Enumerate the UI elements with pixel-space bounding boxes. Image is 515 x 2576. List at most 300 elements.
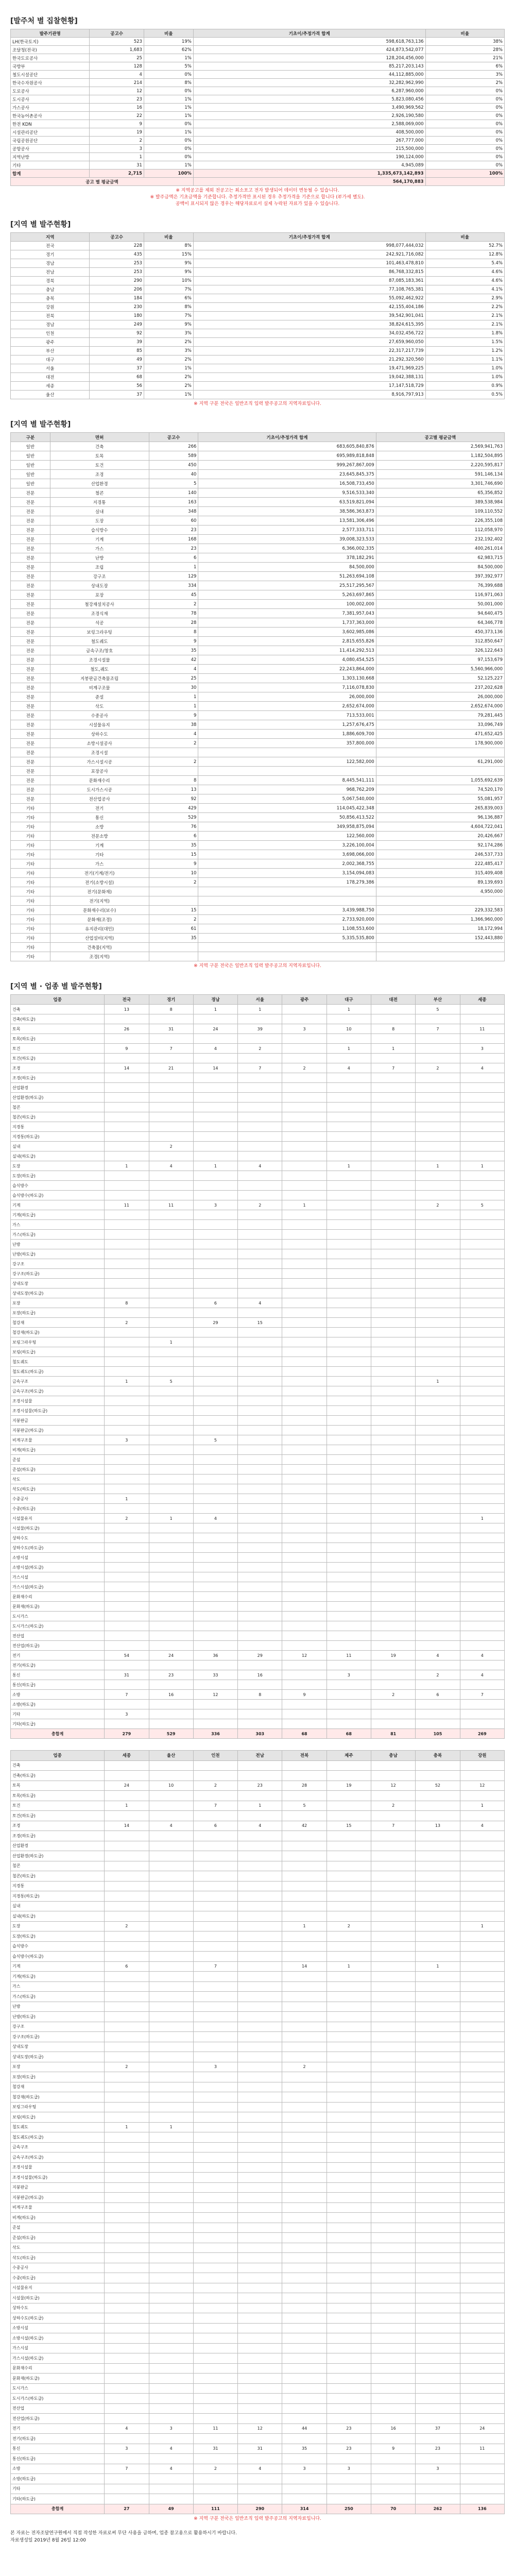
table-cell xyxy=(416,2374,460,2384)
table-cell: 소방 xyxy=(11,2464,105,2474)
table-cell xyxy=(460,1484,504,1494)
table-cell: 2.1% xyxy=(425,320,504,329)
table-cell xyxy=(416,1709,460,1719)
table-cell: 기타(하도급) xyxy=(11,2494,105,2504)
table-cell xyxy=(416,1871,460,1882)
table-cell xyxy=(193,1171,237,1181)
table-cell xyxy=(282,1553,327,1563)
table-cell: 도시가스시공 xyxy=(50,785,149,794)
total-cell: 100% xyxy=(425,170,504,178)
table-cell xyxy=(105,1034,149,1044)
table-cell xyxy=(416,1396,460,1406)
table-cell: 32,282,962,990 xyxy=(193,79,425,87)
table-cell xyxy=(371,2353,415,2364)
table-cell xyxy=(149,2012,193,2022)
table-cell: 전문 xyxy=(11,581,50,590)
table-cell: 철강재설치공사 xyxy=(50,600,149,609)
table-cell xyxy=(149,1641,193,1651)
table-row xyxy=(11,2454,505,2464)
table-cell: 2% xyxy=(425,79,504,87)
table-row xyxy=(11,2132,505,2143)
table-cell: 12 xyxy=(193,1690,237,1700)
table-cell xyxy=(105,1941,149,1952)
table-row xyxy=(11,488,505,498)
table-cell xyxy=(282,2383,327,2394)
table-cell: 1,303,130,668 xyxy=(198,674,376,683)
table-row xyxy=(11,1386,505,1396)
table-cell xyxy=(371,1504,415,1514)
table-cell: 37 xyxy=(90,364,144,373)
table-cell: 가스시설 xyxy=(11,1572,105,1582)
table-row xyxy=(11,1972,505,1982)
table-cell: 1,182,504,895 xyxy=(376,451,504,461)
total-cell: 81 xyxy=(371,1729,415,1739)
table-cell xyxy=(149,1455,193,1465)
table-row xyxy=(11,1523,505,1533)
table-cell: 1 xyxy=(149,563,198,572)
table-cell: 9 xyxy=(282,1690,327,1700)
table-cell xyxy=(105,1621,149,1631)
table-cell xyxy=(282,2223,327,2233)
table-cell: 전문 xyxy=(11,711,50,720)
table-cell: 78 xyxy=(149,609,198,618)
table-cell xyxy=(193,1891,237,1902)
table-cell: 64,346,778 xyxy=(376,618,504,628)
grid-header-row xyxy=(11,995,505,1005)
table-cell xyxy=(371,1523,415,1533)
table-cell xyxy=(193,2333,237,2344)
table-cell xyxy=(416,1553,460,1563)
table-row xyxy=(11,1871,505,1882)
table-cell: 3,154,094,083 xyxy=(198,869,376,878)
table-cell: 3% xyxy=(425,71,504,79)
table-cell xyxy=(460,1093,504,1103)
table-cell xyxy=(327,2082,371,2092)
table-cell xyxy=(371,2464,415,2474)
table-cell: 19,471,969,225 xyxy=(193,364,425,373)
table-cell xyxy=(149,1582,193,1592)
table-cell xyxy=(371,1700,415,1709)
table-cell xyxy=(193,1771,237,1781)
table-cell xyxy=(105,1083,149,1093)
table-cell xyxy=(149,1230,193,1240)
table-cell xyxy=(282,1504,327,1514)
table-row xyxy=(11,1631,505,1641)
table-cell xyxy=(238,1210,282,1220)
table-cell xyxy=(193,2313,237,2324)
table-cell xyxy=(371,1406,415,1416)
table-cell xyxy=(282,2494,327,2504)
table-cell xyxy=(105,1861,149,1871)
table-cell: 450,373,136 xyxy=(376,628,504,637)
table-cell: 4 xyxy=(149,1821,193,1831)
header-cell: 비율 xyxy=(425,29,504,38)
table-cell xyxy=(460,1435,504,1445)
table-cell xyxy=(371,1171,415,1181)
table-cell xyxy=(282,2313,327,2324)
table-cell xyxy=(105,2223,149,2233)
table-cell xyxy=(371,2273,415,2283)
table-cell: 6 xyxy=(193,1298,237,1308)
table-row xyxy=(11,1151,505,1161)
footer xyxy=(10,2530,505,2544)
table-cell xyxy=(460,1249,504,1259)
table-cell: 1,737,363,000 xyxy=(198,618,376,628)
table-row xyxy=(11,544,505,553)
table-cell: 전문 xyxy=(11,628,50,637)
table-cell xyxy=(460,1621,504,1631)
table-row xyxy=(11,2273,505,2283)
table-cell xyxy=(238,2494,282,2504)
table-cell xyxy=(416,1631,460,1641)
table-cell: 철도궤도 xyxy=(11,2122,105,2132)
table-cell xyxy=(238,1308,282,1318)
table-cell xyxy=(416,1921,460,1931)
table-cell xyxy=(416,2394,460,2404)
total-cell: 290 xyxy=(238,2504,282,2514)
table-cell xyxy=(371,1093,415,1103)
table-cell: 조경시설물 xyxy=(50,655,149,665)
table-cell: 19 xyxy=(90,128,144,137)
table-cell xyxy=(149,1475,193,1484)
table-cell: 비계(하도급) xyxy=(11,1445,105,1455)
table-cell xyxy=(460,1961,504,1972)
table-cell xyxy=(149,896,198,906)
table-cell xyxy=(238,1367,282,1377)
table-cell xyxy=(327,2202,371,2213)
table-cell: 61 xyxy=(149,924,198,934)
table-cell xyxy=(193,2042,237,2052)
table-cell xyxy=(460,1811,504,1821)
table-cell: 222,485,417 xyxy=(376,859,504,869)
table-cell xyxy=(371,1475,415,1484)
table-cell xyxy=(416,1641,460,1651)
table-cell xyxy=(416,2102,460,2112)
table-cell xyxy=(371,2182,415,2193)
table-cell xyxy=(238,2213,282,2223)
table-row xyxy=(11,2424,505,2434)
table-cell xyxy=(371,1881,415,1891)
table-cell: 전문 xyxy=(11,637,50,646)
table-cell: 전산업 xyxy=(11,2403,105,2414)
table-cell: 0% xyxy=(144,153,193,161)
region-table xyxy=(10,232,505,399)
table-cell xyxy=(460,1014,504,1024)
table-cell: 기타 xyxy=(11,813,50,822)
table-cell: 1,886,609,700 xyxy=(198,730,376,739)
table-cell: 334 xyxy=(149,581,198,590)
table-cell xyxy=(327,1992,371,2002)
table-cell: 0.9% xyxy=(425,382,504,391)
table-cell: 기계(하도급) xyxy=(11,1210,105,1220)
table-row xyxy=(11,822,505,832)
table-cell xyxy=(416,1621,460,1631)
table-cell xyxy=(193,2002,237,2012)
header-cell: 공고수 xyxy=(90,29,144,38)
table-cell xyxy=(371,2313,415,2324)
table-cell xyxy=(105,2213,149,2223)
table-cell xyxy=(105,2313,149,2324)
table-cell xyxy=(371,1533,415,1543)
table-cell xyxy=(371,1543,415,1553)
table-cell: 지붕판금 xyxy=(11,2182,105,2193)
table-cell xyxy=(282,1347,327,1357)
table-cell xyxy=(282,1142,327,1151)
table-cell xyxy=(327,2303,371,2313)
table-cell: 3 xyxy=(327,1670,371,1680)
table-cell: 129 xyxy=(149,572,198,581)
table-row xyxy=(11,1122,505,1132)
table-cell: 2,588,069,000 xyxy=(193,120,425,128)
table-cell xyxy=(327,2112,371,2123)
table-cell xyxy=(460,1941,504,1952)
table-cell: 1% xyxy=(144,95,193,104)
table-cell: 기타 xyxy=(11,1709,105,1719)
table-cell: 74,520,170 xyxy=(376,785,504,794)
table-row xyxy=(11,1719,505,1729)
table-cell xyxy=(105,1151,149,1161)
table-cell: 전문 xyxy=(11,665,50,674)
table-cell: 강구조 xyxy=(11,1259,105,1269)
total-cell: 100% xyxy=(144,170,193,178)
table-cell: 42 xyxy=(149,655,198,665)
table-cell xyxy=(105,1582,149,1592)
table-cell xyxy=(460,2283,504,2293)
table-row xyxy=(11,1132,505,1142)
table-cell xyxy=(149,952,198,961)
table-cell: 4 xyxy=(193,1514,237,1523)
table-cell xyxy=(371,1249,415,1259)
avg-label: 공고 별 평균금액 xyxy=(11,178,194,186)
s2-note: ※ 지역 구분 전국은 일반조직 입력 발주공고의 지역자료입니다. xyxy=(194,401,321,406)
table-cell: 24 xyxy=(460,2424,504,2434)
table-cell xyxy=(105,2303,149,2313)
table-cell xyxy=(371,1621,415,1631)
table-cell: 19 xyxy=(371,1651,415,1660)
table-cell: 6 xyxy=(149,832,198,841)
table-cell xyxy=(238,1122,282,1132)
table-cell: 전문 xyxy=(11,776,50,785)
table-cell: 13,581,306,496 xyxy=(198,516,376,526)
table-cell xyxy=(327,2343,371,2353)
table-cell xyxy=(193,2474,237,2484)
table-cell: 3 xyxy=(105,2444,149,2454)
table-cell xyxy=(371,2193,415,2203)
table-cell xyxy=(238,1357,282,1367)
table-cell: 1% xyxy=(144,54,193,62)
table-cell: 포장(하도급) xyxy=(11,1308,105,1318)
table-cell xyxy=(416,1357,460,1367)
table-cell xyxy=(105,1811,149,1821)
table-cell: 2,652,674,000 xyxy=(198,702,376,711)
table-cell xyxy=(238,1514,282,1523)
table-cell: 0% xyxy=(144,71,193,79)
table-cell xyxy=(282,1660,327,1670)
table-cell xyxy=(371,1811,415,1821)
table-cell: 38,824,615,395 xyxy=(193,320,425,329)
table-cell xyxy=(416,1093,460,1103)
table-cell xyxy=(416,1328,460,1337)
table-cell: 조경시설물 xyxy=(11,1396,105,1406)
table-cell xyxy=(371,2394,415,2404)
table-row xyxy=(11,1690,505,1700)
table-cell xyxy=(460,1308,504,1318)
table-row xyxy=(11,46,505,54)
table-cell xyxy=(238,2223,282,2233)
table-cell xyxy=(371,1386,415,1396)
table-cell xyxy=(238,2474,282,2484)
table-cell: 전문 xyxy=(11,794,50,804)
avg-value: 564,170,883 xyxy=(193,178,425,186)
table-cell xyxy=(105,2162,149,2173)
table-cell xyxy=(282,2102,327,2112)
table-cell xyxy=(282,2414,327,2424)
table-cell xyxy=(105,2273,149,2283)
table-cell xyxy=(238,2032,282,2042)
table-row xyxy=(11,2253,505,2263)
table-cell: 0% xyxy=(425,145,504,153)
table-cell xyxy=(193,1641,237,1651)
table-cell xyxy=(371,2062,415,2072)
table-cell: 9 xyxy=(149,637,198,646)
table-cell: 지경통 xyxy=(11,1122,105,1132)
table-cell xyxy=(105,2293,149,2303)
table-row xyxy=(11,1484,505,1494)
table-row xyxy=(11,2343,505,2353)
table-cell xyxy=(149,1553,193,1563)
table-cell: 보링그라우팅 xyxy=(11,1337,105,1347)
table-cell: 전문 xyxy=(11,590,50,600)
table-cell xyxy=(105,2142,149,2153)
table-cell xyxy=(282,1861,327,1871)
table-cell: 0% xyxy=(425,87,504,95)
table-cell xyxy=(149,2484,193,2494)
table-cell xyxy=(193,1553,237,1563)
table-cell xyxy=(238,1093,282,1103)
table-cell xyxy=(327,1318,371,1328)
table-row xyxy=(11,924,505,934)
table-cell: 소방시설(하도급) xyxy=(11,1563,105,1572)
table-cell xyxy=(149,2263,193,2273)
table-row xyxy=(11,1911,505,1922)
table-cell xyxy=(149,2092,193,2103)
table-cell xyxy=(371,2052,415,2062)
table-cell xyxy=(193,1279,237,1289)
table-cell xyxy=(460,1112,504,1122)
table-row xyxy=(11,87,505,95)
table-cell: 31 xyxy=(105,1670,149,1680)
table-row xyxy=(11,2403,505,2414)
table-cell xyxy=(238,2353,282,2364)
table-cell xyxy=(149,1709,193,1719)
table-cell xyxy=(371,2303,415,2313)
table-cell: 토건 xyxy=(11,1801,105,1811)
table-cell xyxy=(416,1034,460,1044)
table-cell xyxy=(460,1406,504,1416)
table-cell xyxy=(193,2263,237,2273)
table-row xyxy=(11,581,505,590)
table-row xyxy=(11,906,505,915)
table-cell: 7 xyxy=(460,1690,504,1700)
table-row xyxy=(11,1308,505,1318)
table-cell xyxy=(416,1435,460,1445)
table-cell xyxy=(105,2052,149,2062)
table-cell xyxy=(327,1931,371,1942)
table-cell xyxy=(193,1981,237,1992)
table-cell xyxy=(327,1142,371,1151)
table-cell: 1,366,960,000 xyxy=(376,915,504,924)
table-cell xyxy=(282,1132,327,1142)
table-cell xyxy=(238,2042,282,2052)
table-cell xyxy=(282,2323,327,2333)
table-cell xyxy=(460,2403,504,2414)
table-cell: 1,683 xyxy=(90,46,144,54)
table-cell xyxy=(149,1631,193,1641)
table-cell: 12 xyxy=(90,87,144,95)
table-cell xyxy=(416,2122,460,2132)
table-cell xyxy=(282,1709,327,1719)
table-cell xyxy=(327,1841,371,1851)
table-cell: 2 xyxy=(149,757,198,767)
table-cell xyxy=(327,2253,371,2263)
table-cell: 85,217,203,143 xyxy=(193,62,425,71)
table-cell xyxy=(149,2223,193,2233)
table-cell xyxy=(282,2022,327,2032)
table-cell: 25 xyxy=(149,674,198,683)
table-cell xyxy=(149,1191,193,1200)
agency-total-row xyxy=(11,170,505,178)
table-cell xyxy=(282,2072,327,2082)
table-cell xyxy=(371,1151,415,1161)
table-cell xyxy=(105,1406,149,1416)
table-cell xyxy=(149,1328,193,1337)
table-cell: 23 xyxy=(90,95,144,104)
table-row xyxy=(11,2002,505,2012)
table-cell: 2 xyxy=(105,2062,149,2072)
table-cell xyxy=(105,1142,149,1151)
table-cell: 2 xyxy=(282,2062,327,2072)
table-cell: 전문 xyxy=(11,748,50,757)
table-row xyxy=(11,1014,505,1024)
table-cell xyxy=(193,1582,237,1592)
table-cell xyxy=(238,2122,282,2132)
table-cell xyxy=(105,2353,149,2364)
table-cell xyxy=(105,2132,149,2143)
table-cell xyxy=(238,1406,282,1416)
table-cell xyxy=(460,2484,504,2494)
table-cell xyxy=(149,2042,193,2052)
table-cell xyxy=(198,943,376,952)
table-row xyxy=(11,1670,505,1680)
table-cell: 시설물(하도급) xyxy=(11,1523,105,1533)
table-cell xyxy=(327,2323,371,2333)
table-cell xyxy=(460,1660,504,1670)
table-row xyxy=(11,934,505,943)
table-cell: 3 xyxy=(416,2464,460,2474)
table-row xyxy=(11,776,505,785)
table-cell xyxy=(460,1259,504,1269)
table-cell: 29 xyxy=(238,1651,282,1660)
table-cell xyxy=(105,2333,149,2344)
table-cell xyxy=(327,1801,371,1811)
table-cell xyxy=(193,2343,237,2353)
table-cell: 철콘 xyxy=(50,488,149,498)
table-cell xyxy=(105,1533,149,1543)
table-cell: 2 xyxy=(416,1063,460,1073)
table-cell xyxy=(238,2383,282,2394)
total-cell: 27 xyxy=(105,2504,149,2514)
table-cell: 삭도 xyxy=(11,1475,105,1484)
